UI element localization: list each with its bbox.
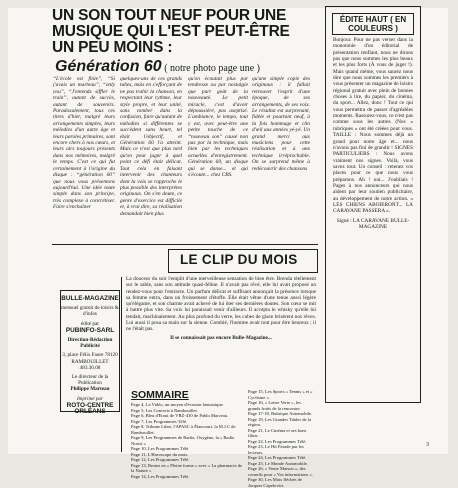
sommaire-item: Page 4, La Vidéo, un moyen d'évasion fantastique. (131, 402, 224, 407)
subtitle (55, 58, 260, 76)
article-column-3: qu'on écoutait plus par tendresse ou par nostalgie que part goût de la nouveauté. Le petit miracle, c'est d'avoir dépoussiéré, pas aseptisé. L'ambiance, le tempo, tout y est, avec peut-être une petite touche de ce “nouveau son” causé non pas par la technique, mais bien par les techniques actuelles d'enregistrement. Génération 60, un disque qui se danse... et qui s'écoute... chez CBS. (188, 76, 248, 179)
magazine-line2: édité par (80, 320, 99, 327)
magazine-line1: mensuel gratuit de loisirs & d'infos (61, 305, 119, 318)
clip-body: La douceur du soir l'emplit d'une merveilleuse sensation de bien être. Brenda réellement sur le sable, sans son attitude quasi-féline. Il n'avait pas rêvé, elle lui avait proposé un rendez-vous pour l'entracte. Un parfum délicat et suffisant annonçait la présence lorsque sa femme entra, dans un froissement d'étoffe. Elle était vêtue d'une tenue aussi légère qu'élégante, et son charme avait achevé de lui ôter ses dernières doutes. Son cœur se mit à battre plus vite. Sa voix lui paraissait venir d'ailleurs. Il accepta le whisky qu'elle lui tendait, machinalement. Au plus profond du verre, les cubes de glace brisèrent nos rêves. Lui aussi il posa sa main sur la sienne. Combié, l'homme avait tout pour être heureux ; il ne l'était pas. (126, 276, 316, 333)
column-divider (121, 277, 122, 452)
sommaire-item: Page 30, Les Mots fléchés de Jacques Capelovici. (248, 477, 302, 488)
magazine-printed-by: Imprimé par (76, 395, 104, 402)
sommaire-item: Page 17-18, Rubrique Automobile. (248, 411, 313, 416)
magazine-title: BULLE-MAGAZINE (61, 295, 119, 302)
article-column-2: quelques-uns de ces grands tubes, mais en s'efforçant de ne pas trahir la chanson, en respectant leur rythme, leur style propre, et leur unité, sans tomber dans la confusion, faire qu'autant de mélodies si différentes se succèdent sans heurt, tel était l'objectif, et Génération 60 l'a atteint. Mais ce n'est que plus tard qu'on peut juger à quel point ce défi était délicat. Tout cela en faisant intervenir des chanteurs dont la voix se rapproche le plus possible des interprètes originaux. On s'en doute, ce genre d'exercice est difficile et, à vrai dire, sa réalisation demandait bien plus (120, 76, 182, 217)
magazine-director-name: Philippe Marteau (70, 386, 110, 393)
clip-closing: Il se connaissait pas encore Bulle-Magazine... (170, 334, 272, 341)
sommaire-item: Page 13, Restez en « Pleine forme » avec « La pharmacie de la Nature » (131, 462, 243, 473)
sommaire-item: Page 8, Tribune Libre, l'APASC à Élancourt, la M.J.C de Rambouillet. (131, 424, 236, 435)
clip-text (126, 276, 316, 379)
article-column-1: “L'école est finie”, “Si j'avais un marteau”, “only you”, “J'entends siffler le train”, autant de succès, autant de souvenirs. Paradoxalement, tous ces titres d'hier, malgré leurs arrangements simples, leurs mélodies d'un autre âge et leurs paroles primaires, sont encore chers à nos cœurs, et leurs airs toujours présents dans nos mémoires, malgré le temps. C'est ce qui fut certainement à l'origine du disque : “génération 60” que nous vous présentons aujourd'hui. Une idée toute simple dans son principe, très complexe à concrétiser. Faire s'enchaîner (53, 76, 115, 211)
sommaire-item: Page 5, Les Concerts à Rambouillet. (131, 407, 198, 413)
sommaire-item: Page 12, Les Programmes Télé. (131, 457, 190, 462)
sommaire-item: Page 7, Les Programmes Télé. (131, 418, 188, 424)
sommaire-item: Page 16, « Lettre Verte », les grands fruits de la rencontre. (248, 400, 301, 411)
magazine-direction: Direction-Rédaction Publicité (67, 337, 113, 350)
sommaire-item: Page 24, Les Programmes Télé. (248, 455, 307, 460)
magazine-publisher: PUBINFO-SARL (65, 326, 115, 334)
magazine-director-label: Le directeur de la Publication (71, 374, 109, 387)
sommaire-title: SOMMAIRE (131, 389, 189, 401)
sommaire-item: Page 14, Les Programmes Télé. (131, 473, 190, 479)
edito-text (333, 37, 413, 397)
sommaire-item: Page 6, Bleu d'Etout de VRZ-410 de Pablo Marceau. (131, 413, 229, 418)
headline: UN SON TOUT NEUF POUR UNE MUSIQUE QUI L'EST PEUT-ÊTRE UN PEU MOINS : (52, 7, 290, 56)
sommaire-item: Page 21, Le Cinéma et ses bons films. (248, 427, 307, 438)
sommaire-item: Page 15, Les Sports « Tennis » et « Cyclisme ». (248, 389, 313, 400)
sommaire-item: Page 25, Le Monde Automobile. (248, 460, 308, 466)
magazine-printer: ROTO-CENTRE ORLÉANS (66, 401, 114, 416)
clip-title: LE CLIP DU MOIS (180, 252, 298, 267)
sommaire-item: Page 9, Les Programmes de Radio, Oxygène, la « Radio Nostri » (131, 435, 235, 446)
sommaire-item: Page 26, « Vente Maison », des conseils pour « Vos informations ». (248, 466, 313, 477)
article-column-4: qu'une simple copie des originaux : il fallait retrouver l'esprit d'une époque, de ses arrangements, de ses voix. Le résultat est surprenant, fidèle et pourtant neuf, à la fois hommage et clin d'œil aux années yé-yé. Un grand merci aux musiciens pour cette réalisation et à une technique irréprochable. On se surprend même à redécouvrir des chansons (252, 76, 310, 172)
sommaire-item: Page 23, Le Hit Parade par les lecteurs. (248, 444, 304, 455)
subtitle-small: ( notre photo page une ) (164, 63, 261, 74)
sommaire-item: Page 10, Les Programmes Télé. (131, 446, 190, 451)
sommaire-item: Page 22, Les Programmes Télé. (248, 438, 307, 444)
edito-signature: Signé : LA CARAVANE BULLE-MAGAZINE (336, 217, 410, 230)
edito-body: Bonjour. Pour ne pas verser dans la monotonie d'un éditorial de présentation renflant, nous ne dirons pas que nous sommes les plus beaux et les plus forts (À vous de juger !). Mais quand même, vous saurez nous dire que nous sommes les premiers à vous présenter un magazine de loisirs régional gratuit avec plein de bonnes choses à lire, du papier, du cinéma, du sport... Allez, donc ! Tout ce qui vous permettra de passer d'agréables moments. Rassurez-vous, ce n'est pas comme sous les autres (Nos « rubriques » ont été créées pour vous. TAILLE : Nous sommes déjà un grand pour notre âge et... nous n'avons pas fini de grandir ! SIGNES PARTICULIERS : Nous avons vraiment nos signes. Voilà, vous savez tout. Un conseil : retenez vos places pour ce que nous vous préparons. Ah ! oui... J'oubliais ! Pages à nos annonceurs qui nous aident par leur soutien publicitaire, au développement de notre action. « LES CHIENS ABOIERONT... LA CARAVANE PASSERA ». (333, 37, 413, 215)
magazine-info-box (60, 290, 120, 416)
sommaire-column-1 (131, 402, 243, 479)
sommaire-item: Page 19, Les Grandes Tables de la région. (248, 416, 311, 427)
subtitle-big: Génération 60 (55, 58, 162, 75)
edito-heading: ÉDITE HAUT ( EN COULEURS ) (332, 13, 414, 35)
magazine-address: 3, place Félix Faure 78120 RAMBOUILLET 483.36.08 (62, 352, 118, 371)
sommaire-column-2 (248, 389, 314, 488)
sommaire-item: Page 11, L'Horoscope du mois. (131, 451, 189, 457)
page-number: 3 (426, 442, 429, 448)
section-divider (52, 244, 318, 245)
